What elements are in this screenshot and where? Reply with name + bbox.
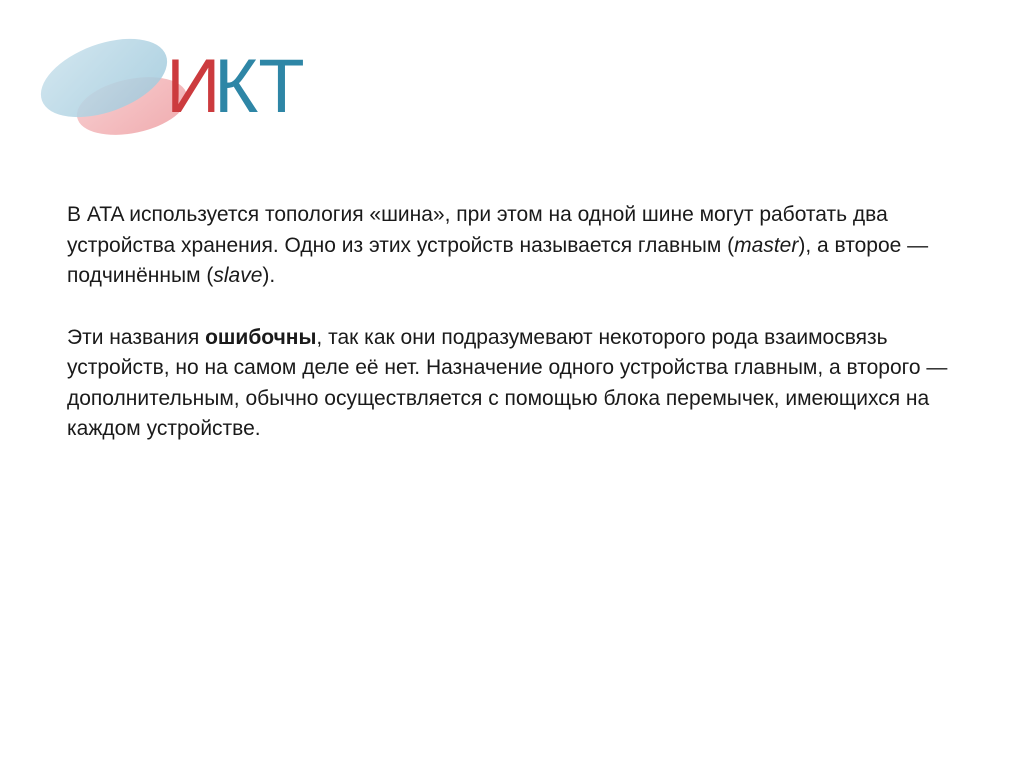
paragraph-naming — [67, 323, 967, 445]
term-erroneous: ошибочны — [205, 325, 317, 349]
term-slave: slave — [213, 264, 263, 287]
paragraph-topology — [67, 200, 967, 292]
paragraph-topology-text-3: ). — [262, 264, 276, 287]
paragraph-naming-text-1: Эти названия — [67, 325, 206, 349]
logo-letters-kt: КТ — [214, 44, 305, 129]
ikt-logo-graphic — [36, 28, 336, 144]
paragraph-topology-text-1: В ATA используется топология «шина», при этом на одной шине могут работать два устройства хранения. Одно из этих устройств называется главным ( — [67, 203, 888, 257]
paragraph-naming-text-2: , так как они подразумевают некоторого рода взаимосвязь устройств, но на самом деле её нет. Назначение одного устройства главным, а второго — дополнительным, обычно осуществляется с помощью блока перемычек, имеющихся на каждом устройстве. — [67, 325, 948, 440]
slide-body — [67, 200, 967, 445]
logo-letter-i: И — [166, 44, 221, 129]
paragraph-topology-text-2: ), а второе — подчинённым ( — [67, 233, 929, 287]
term-master: master — [734, 233, 799, 257]
ikt-logo — [36, 28, 336, 144]
